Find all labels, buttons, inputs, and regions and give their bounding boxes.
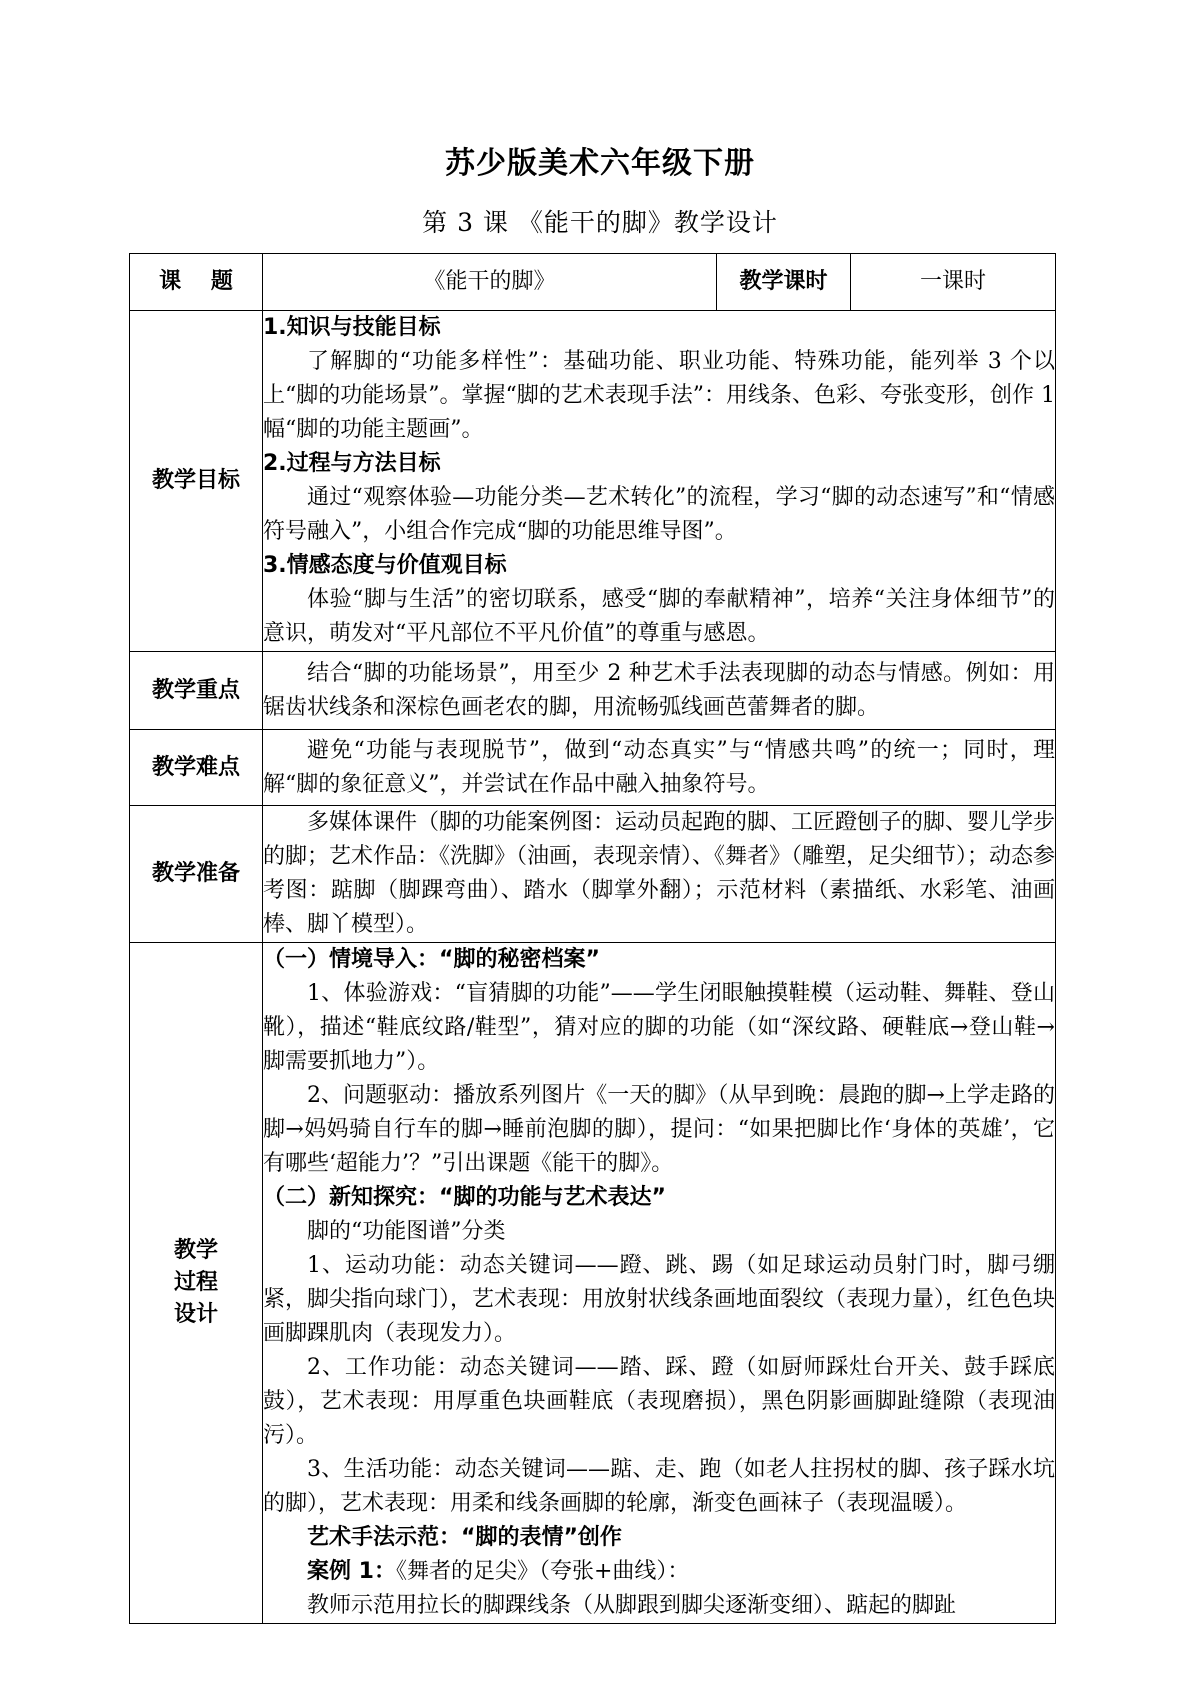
objective-text-1: 了解脚的“功能多样性”：基础功能、职业功能、特殊功能，能列举 3 个以上“脚的功能场景”。掌握“脚的艺术表现手法”：用线条、色彩、夸张变形，创作 1 幅“脚的功能主题画”。 <box>263 349 1055 442</box>
section-1-heading: （一）情境导入：“脚的秘密档案” <box>263 947 600 972</box>
section-1-item-1: 1、体验游戏：“盲猜脚的功能”——学生闭眼触摸鞋模（运动鞋、舞鞋、登山靴），描述“鞋底纹路/鞋型”，猜对应的脚的功能（如“深纹路、硬鞋底→登山鞋→脚需要抓地力”）。 <box>263 981 1055 1074</box>
case-1-label: 案例 1： <box>307 1559 396 1584</box>
difficulties-text: 避免“功能与表现脱节”，做到“动态真实”与“情感共鸣”的统一；同时，理解“脚的象征意义”，并尝试在作品中融入抽象符号。 <box>263 737 1055 797</box>
document-title: 苏少版美术六年级下册 <box>445 146 755 181</box>
section-2-item-3: 3、生活功能：动态关键词——踮、走、跑（如老人拄拐杖的脚、孩子踩水坑的脚），艺术表现：用柔和线条画脚的轮廓，渐变色画袜子（表现温暖）。 <box>263 1457 1055 1516</box>
section-2-item-1: 1、运动功能：动态关键词——蹬、跳、踢（如足球运动员射门时，脚弓绷紧，脚尖指向球门），艺术表现：用放射状线条画地面裂纹（表现力量），红色色块画脚踝肌肉（表现发力）。 <box>263 1253 1056 1346</box>
process-label-line-2: 过程 <box>173 1270 218 1295</box>
objectives-row <box>130 311 1056 652</box>
topic-value: 《能干的脚》 <box>263 254 717 311</box>
preparation-label: 教学准备 <box>130 806 263 943</box>
objective-text-3: 体验“脚与生活”的密切联系，感受“脚的奉献精神”，培养“关注身体细节”的意识，萌发对“平凡部位不平凡价值”的尊重与感恩。 <box>263 587 1055 646</box>
preparation-row <box>130 806 1056 943</box>
objective-heading-3: 3.情感态度与价值观目标 <box>263 553 507 578</box>
case-1-title: 《舞者的足尖》（夸张+曲线）： <box>395 1559 690 1584</box>
process-label <box>130 943 263 1624</box>
hours-value: 一课时 <box>851 254 1056 311</box>
case-1-line <box>263 1555 1055 1589</box>
section-2-subheading: 脚的“功能图谱”分类 <box>307 1219 506 1244</box>
key-points-row <box>130 652 1056 730</box>
process-content <box>263 943 1056 1624</box>
topic-row <box>130 254 1056 311</box>
key-points-text: 结合“脚的功能场景”，用至少 2 种艺术手法表现脚的动态与情感。例如：用锯齿状线条和深棕色画老农的脚，用流畅弧线画芭蕾舞者的脚。 <box>263 660 1055 720</box>
objectives-content <box>263 311 1056 652</box>
objective-heading-1: 1.知识与技能目标 <box>263 315 441 340</box>
document-subtitle: 第 3 课 《能干的脚》教学设计 <box>422 208 778 237</box>
hours-label: 教学课时 <box>717 254 851 311</box>
key-points-content <box>263 652 1056 730</box>
difficulties-label: 教学难点 <box>130 730 263 806</box>
key-points-label: 教学重点 <box>130 652 263 730</box>
process-row <box>130 943 1056 1624</box>
objective-text-2: 通过“观察体验—功能分类—艺术转化”的流程，学习“脚的动态速写”和“情感符号融入”，小组合作完成“脚的功能思维导图”。 <box>263 485 1055 544</box>
preparation-content <box>263 806 1056 943</box>
case-1-text: 教师示范用拉长的脚踝线条（从脚跟到脚尖逐渐变细）、踮起的脚趾 <box>307 1593 957 1618</box>
objective-heading-2: 2.过程与方法目标 <box>263 451 441 476</box>
difficulties-content <box>263 730 1056 806</box>
topic-label: 课 题 <box>130 254 263 311</box>
process-label-line-3: 设计 <box>173 1302 218 1327</box>
lesson-plan-table <box>129 253 1056 1624</box>
preparation-text: 多媒体课件（脚的功能案例图：运动员起跑的脚、工匠蹬刨子的脚、婴儿学步的脚；艺术作品：《洗脚》（油画，表现亲情）、《舞者》（雕塑，足尖细节）；动态参考图：踮脚（脚踝弯曲）、踏水（脚掌外翻）；示范材料（素描纸、水彩笔、油画棒、脚丫模型）。 <box>263 810 1056 937</box>
section-2-heading: （二）新知探究：“脚的功能与艺术表达” <box>263 1185 666 1210</box>
difficulties-row <box>130 730 1056 806</box>
section-2-item-2: 2、工作功能：动态关键词——踏、踩、蹬（如厨师踩灶台开关、鼓手踩底鼓），艺术表现：用厚重色块画鞋底（表现磨损），黑色阴影画脚趾缝隙（表现油污）。 <box>263 1355 1055 1448</box>
process-label-line-1: 教学 <box>173 1238 218 1263</box>
art-technique-heading: 艺术手法示范：“脚的表情”创作 <box>307 1525 622 1550</box>
section-1-item-2: 2、问题驱动：播放系列图片《一天的脚》（从早到晚：晨跑的脚→上学走路的脚→妈妈骑自行车的脚→睡前泡脚的脚），提问：“如果把脚比作‘身体的英雄’，它有哪些‘超能力’？”引出课题《能干的脚》。 <box>263 1083 1055 1176</box>
objectives-label: 教学目标 <box>130 311 263 652</box>
